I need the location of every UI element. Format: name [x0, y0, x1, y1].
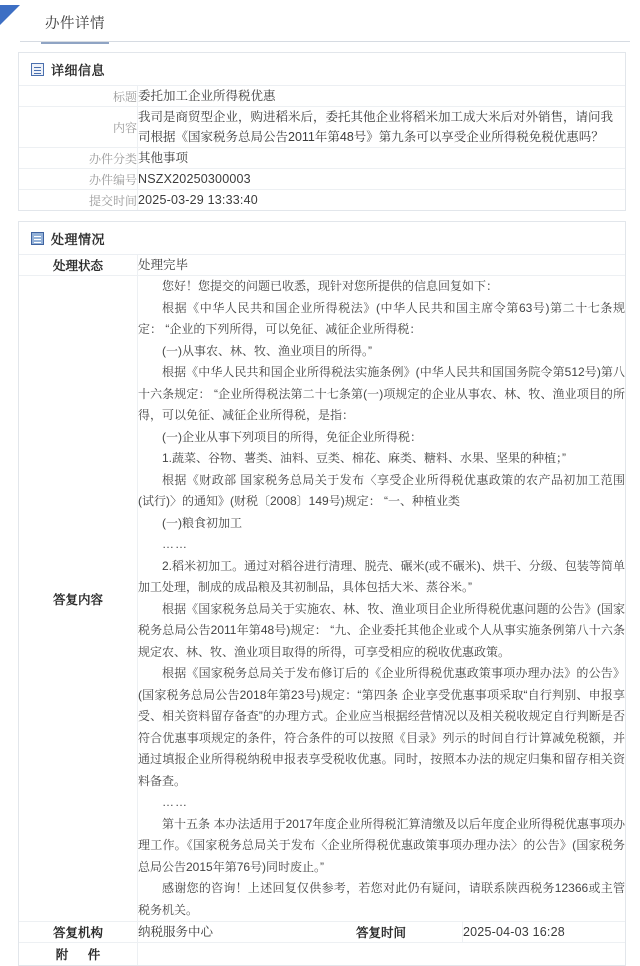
reply-paragraph: 2.稻米初加工。通过对稻谷进行清理、脱壳、碾米(或不碾米)、烘干、分级、包装等简单加工处理，制成的成品粮及其初制品，具体包括大米、蒸谷米。” [138, 558, 625, 594]
process-panel-title: 处理情况 [51, 232, 106, 247]
row-value-number: NSZX20250300003 [138, 169, 626, 190]
row-value-content: 我司是商贸型企业，购进稻米后，委托其他企业将稻米加工成大米后对外销售，请问我司根据《国家税务总局公告2011年第48号》第九条可以享受企业所得税免税优惠吗？ [138, 107, 626, 148]
attachment-list [138, 943, 626, 966]
process-panel [18, 221, 626, 966]
reply-paragraph: 根据《中华人民共和国企业所得税法实施条例》(中华人民共和国国务院令第512号)第八十六条规定： “企业所得税法第二十七条第(一)项规定的企业从事农、林、牧、渔业项目的所得，可以免征、减征企业所得税，是指： [138, 365, 625, 422]
reply-ellipsis: …… [162, 537, 188, 551]
reply-paragraph: (一)粮食初加工 [162, 515, 242, 530]
reply-paragraph: 根据《国家税务总局关于发布修订后的《企业所得税优惠政策事项办理办法》的公告》(国家税务总局公告2018年第23号)规定：“第四条 企业享受优惠事项采取“自行判别、申报享受、相关资料留存备查”的办理方式。企业应当根据经营情况以及相关税收规定自行判断是否符合优惠事项规定的条件，符合条件的可以按照《目录》列示的时间自行计算减免税额，并通过填报企业所得税纳税申报表享受税收优惠。同时，按照本办法的规定归集和留存相关资料备查。 [138, 666, 625, 788]
table-row [19, 148, 625, 169]
reply-paragraph: 根据《中华人民共和国企业所得税法》(中华人民共和国主席令第63号)第二十七条规定： “企业的下列所得，可以免征、减征企业所得税： [138, 300, 625, 336]
row-label-reply-time: 答复时间 [300, 922, 463, 943]
process-table [19, 255, 625, 965]
table-row [19, 922, 625, 943]
row-label-content: 内容 [19, 107, 138, 148]
reply-paragraph: 根据《财政部 国家税务总局关于发布〈享受企业所得税优惠政策的农产品初加工范围(试行)〉的通知》(财税〔2008〕149号)规定： “一、种植业类 [138, 472, 625, 508]
reply-paragraph: 1.蔬菜、谷物、薯类、油料、豆类、棉花、麻类、糖料、水果、坚果的种植；” [162, 451, 567, 465]
row-label-title: 标题 [19, 86, 138, 107]
table-row [19, 943, 625, 966]
row-label-submit-time: 提交时间 [19, 190, 138, 211]
detail-table [19, 86, 625, 210]
reply-ellipsis: …… [162, 795, 188, 809]
reply-content [138, 276, 626, 922]
table-row [19, 276, 625, 922]
reply-paragraph: 您好！您提交的问题已收悉，现针对您所提供的信息回复如下： [162, 279, 499, 293]
row-label-status: 处理状态 [19, 255, 138, 276]
tab-order-detail[interactable]: 办件详情 [41, 12, 109, 44]
reply-paragraph: 感谢您的咨询！上述回复仅供参考，若您对此仍有疑问，请联系陕西税务12366或主管税务机关。 [138, 881, 625, 917]
detail-panel [18, 52, 626, 211]
table-row [19, 169, 625, 190]
row-value-title: 委托加工企业所得税优惠 [138, 86, 626, 107]
process-panel-header[interactable] [19, 222, 625, 255]
corner-triangle-icon [0, 5, 20, 25]
attachment-label-text: 附 件 [55, 948, 109, 962]
table-row [19, 86, 625, 107]
table-row [19, 190, 625, 211]
row-label-category: 办件分类 [19, 148, 138, 169]
row-value-submit-time: 2025-03-29 13:33:40 [138, 193, 258, 207]
row-label-reply-content: 答复内容 [19, 276, 138, 922]
status-badge: 处理完毕 [138, 255, 626, 276]
row-label-attachment [19, 943, 138, 966]
detail-panel-header[interactable] [19, 53, 625, 86]
table-row [19, 107, 625, 148]
reply-paragraph: (一)从事农、林、牧、渔业项目的所得。” [162, 343, 372, 358]
row-label-reply-org: 答复机构 [19, 922, 138, 943]
tab-bar [20, 5, 630, 42]
row-value-reply-time: 2025-04-03 16:28 [463, 922, 626, 943]
row-value-reply-org: 纳税服务中心 [138, 922, 301, 943]
reply-paragraph: 第十五条 本办法适用于2017年度企业所得税汇算清缴及以后年度企业所得税优惠事项办理工作。《国家税务总局关于发布〈企业所得税优惠政策事项办理办法〉的公告》(国家税务总局公告2015年第76号)同时废止。” [138, 816, 625, 874]
row-value-category: 其他事项 [138, 148, 626, 169]
reply-paragraph: (一)企业从事下列项目的所得，免征企业所得税： [162, 429, 422, 444]
table-row [19, 255, 625, 276]
detail-panel-title: 详细信息 [51, 63, 106, 78]
row-label-number: 办件编号 [19, 169, 138, 190]
reply-paragraph: 根据《国家税务总局关于实施农、林、牧、渔业项目企业所得税优惠问题的公告》(国家税务总局公告2011年第48号)规定： “九、企业委托其他企业或个人从事实施条例第八十六条规定农、林、牧、渔业项目取得的所得，可享受相应的税收优惠政策。 [138, 601, 625, 659]
collapse-square-filled-icon[interactable] [31, 232, 44, 245]
collapse-square-icon[interactable] [31, 63, 44, 76]
